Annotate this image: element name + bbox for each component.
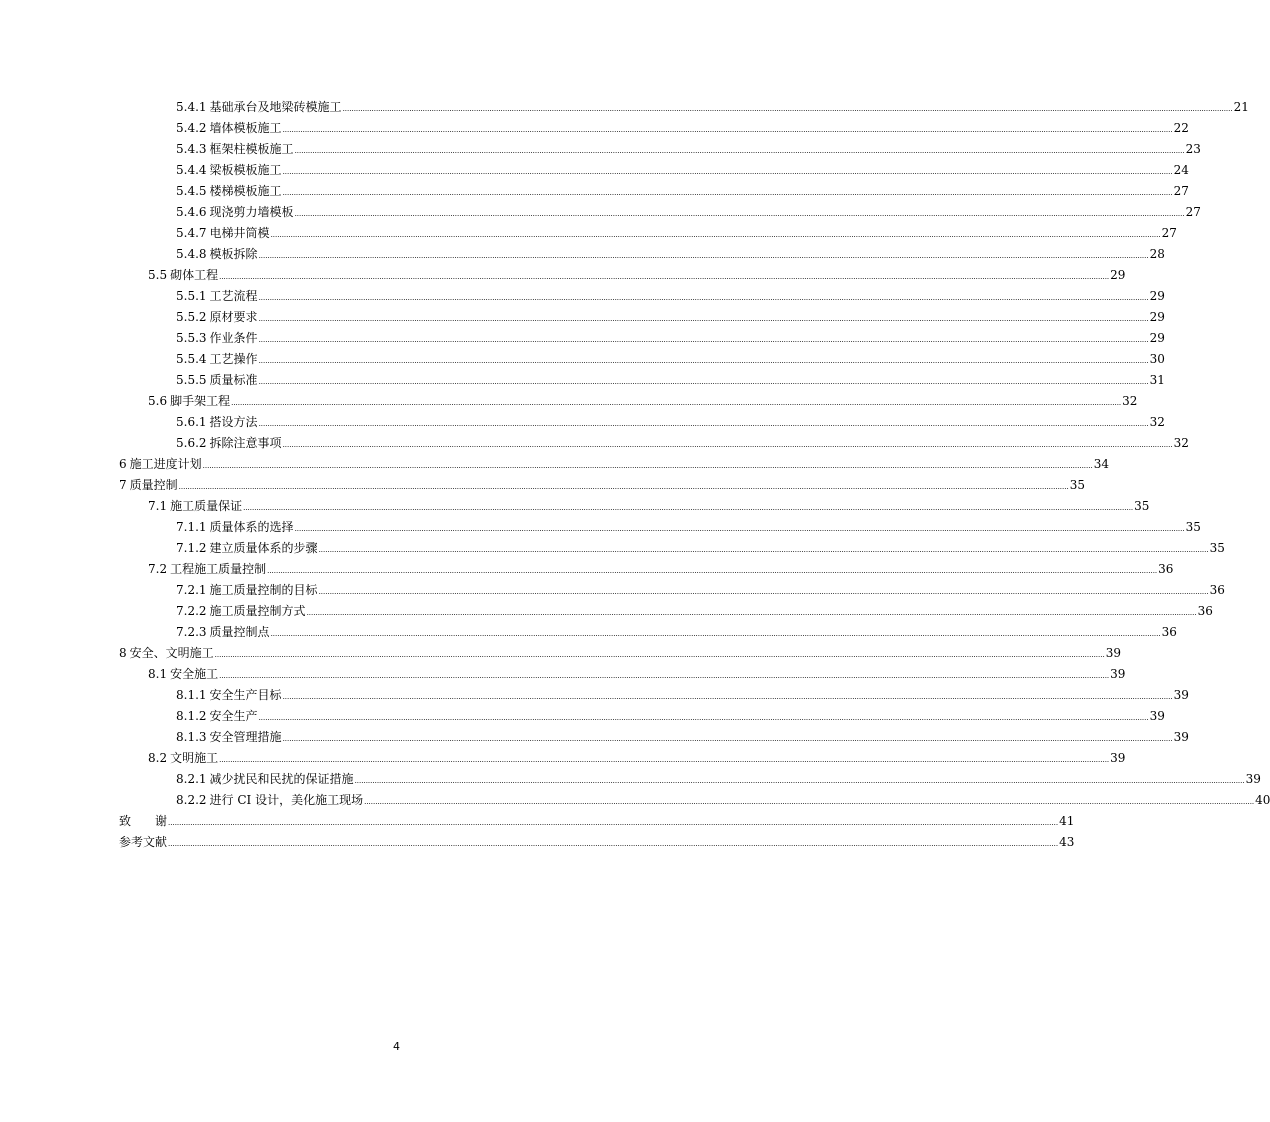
toc-entry-number: 5.4.3 (176, 142, 207, 156)
toc-entry[interactable] (119, 328, 1165, 349)
toc-entry[interactable] (119, 727, 1189, 748)
toc-entry[interactable] (119, 769, 1261, 790)
toc-dot-leader: ................................................................................................................................................................................................................................................................................................................................................................................................................ (306, 609, 1197, 617)
toc-entry-number: 5.5.3 (176, 331, 207, 345)
toc-entry-number: 5.5.4 (176, 352, 207, 366)
toc-entry-number: 5.4.7 (176, 226, 207, 240)
toc-dot-leader: ................................................................................................................................................................................................................................................................................................................................................................................................................ (168, 819, 1059, 827)
toc-entry-page: 43 (1059, 835, 1075, 849)
toc-entry-label: 模板拆除 (209, 247, 258, 261)
toc-entry[interactable] (119, 706, 1165, 727)
toc-entry-page: 23 (1185, 142, 1201, 156)
toc-entry-number: 5.6.2 (176, 436, 207, 450)
toc-entry[interactable] (119, 685, 1189, 706)
toc-entry[interactable] (119, 307, 1165, 328)
toc-entry-label: 框架柱模板施工 (209, 142, 294, 156)
page-number: 4 (393, 1040, 400, 1053)
toc-dot-leader: ................................................................................................................................................................................................................................................................................................................................................................................................................ (318, 546, 1209, 554)
toc-entry-label: 质量标准 (209, 373, 258, 387)
toc-entry[interactable] (119, 97, 1249, 118)
toc-entry-number: 7.2.2 (176, 604, 207, 618)
toc-entry-label: 质量控制点 (209, 625, 270, 639)
toc-entry[interactable] (119, 454, 1109, 475)
toc-entry[interactable] (119, 139, 1201, 160)
toc-entry[interactable] (119, 538, 1225, 559)
toc-entry-number: 5.5.5 (176, 373, 207, 387)
table-of-contents (119, 97, 1270, 853)
toc-entry-page: 29 (1149, 310, 1165, 324)
toc-dot-leader: ................................................................................................................................................................................................................................................................................................................................................................................................................ (270, 231, 1161, 239)
toc-dot-leader: ................................................................................................................................................................................................................................................................................................................................................................................................................ (168, 840, 1059, 848)
toc-entry-page: 32 (1173, 436, 1189, 450)
toc-entry-label: 建立质量体系的步骤 (209, 541, 318, 555)
toc-entry[interactable] (119, 349, 1165, 370)
toc-entry[interactable] (119, 790, 1270, 811)
toc-entry-page: 36 (1158, 562, 1174, 576)
toc-entry-label: 施工质量控制的目标 (209, 583, 318, 597)
toc-entry-page: 41 (1059, 814, 1075, 828)
toc-entry-page: 36 (1209, 583, 1225, 597)
toc-entry-label: 工艺操作 (209, 352, 258, 366)
toc-entry-label: 参考文献 (119, 835, 168, 849)
toc-entry[interactable] (119, 181, 1189, 202)
toc-dot-leader: ................................................................................................................................................................................................................................................................................................................................................................................................................ (267, 567, 1158, 575)
toc-dot-leader: ................................................................................................................................................................................................................................................................................................................................................................................................................ (294, 147, 1185, 155)
toc-entry-page: 29 (1149, 289, 1165, 303)
toc-entry[interactable] (119, 202, 1201, 223)
toc-dot-leader: ................................................................................................................................................................................................................................................................................................................................................................................................................ (364, 798, 1255, 806)
toc-entry-page: 27 (1185, 205, 1201, 219)
toc-entry-label: 原材要求 (209, 310, 258, 324)
toc-entry-page: 35 (1209, 541, 1225, 555)
toc-entry-page: 36 (1161, 625, 1177, 639)
toc-entry-label: 安全管理措施 (209, 730, 282, 744)
toc-entry-label: 搭设方法 (209, 415, 258, 429)
toc-entry[interactable] (119, 559, 1174, 580)
toc-entry-number: 5.5 (148, 268, 168, 282)
toc-dot-leader: ................................................................................................................................................................................................................................................................................................................................................................................................................ (258, 336, 1149, 344)
toc-entry-label: 拆除注意事项 (209, 436, 282, 450)
toc-dot-leader: ................................................................................................................................................................................................................................................................................................................................................................................................................ (202, 462, 1093, 470)
toc-entry[interactable] (119, 811, 1075, 832)
toc-entry[interactable] (119, 286, 1165, 307)
toc-entry-page: 27 (1161, 226, 1177, 240)
toc-entry-page: 40 (1255, 793, 1270, 807)
toc-dot-leader: ................................................................................................................................................................................................................................................................................................................................................................................................................ (282, 441, 1173, 449)
toc-entry[interactable] (119, 160, 1189, 181)
toc-entry-label: 作业条件 (209, 331, 258, 345)
toc-entry[interactable] (119, 517, 1201, 538)
toc-entry[interactable] (119, 433, 1189, 454)
toc-dot-leader: ................................................................................................................................................................................................................................................................................................................................................................................................................ (258, 714, 1149, 722)
toc-dot-leader: ................................................................................................................................................................................................................................................................................................................................................................................................................ (282, 168, 1173, 176)
toc-dot-leader: ................................................................................................................................................................................................................................................................................................................................................................................................................ (258, 294, 1149, 302)
toc-entry-number: 8 (119, 646, 127, 660)
toc-dot-leader: ................................................................................................................................................................................................................................................................................................................................................................................................................ (219, 273, 1110, 281)
toc-entry-number: 5.5.2 (176, 310, 207, 324)
toc-entry-label: 减少扰民和民扰的保证措施 (209, 772, 354, 786)
toc-entry-label: 致 谢 (119, 814, 168, 828)
toc-entry-number: 5.6 (148, 394, 168, 408)
toc-entry-page: 24 (1173, 163, 1189, 177)
toc-entry[interactable] (119, 475, 1085, 496)
toc-entry-label: 工程施工质量控制 (170, 562, 267, 576)
toc-entry-number: 7.1 (148, 499, 168, 513)
toc-entry-label: 楼梯模板施工 (209, 184, 282, 198)
toc-entry[interactable] (119, 391, 1138, 412)
toc-entry[interactable] (119, 496, 1150, 517)
toc-entry-number: 7.2.1 (176, 583, 207, 597)
toc-entry-number: 5.4.4 (176, 163, 207, 177)
toc-dot-leader: ................................................................................................................................................................................................................................................................................................................................................................................................................ (270, 630, 1161, 638)
toc-entry-label: 安全生产目标 (209, 688, 282, 702)
toc-entry-label: 电梯井筒模 (209, 226, 270, 240)
toc-entry-page: 39 (1110, 751, 1126, 765)
toc-entry-label: 脚手架工程 (170, 394, 231, 408)
toc-entry[interactable] (119, 244, 1165, 265)
toc-dot-leader: ................................................................................................................................................................................................................................................................................................................................................................................................................ (282, 189, 1173, 197)
toc-entry-page: 32 (1122, 394, 1138, 408)
toc-entry-label: 质量体系的选择 (209, 520, 294, 534)
toc-dot-leader: ................................................................................................................................................................................................................................................................................................................................................................................................................ (231, 399, 1122, 407)
toc-entry-page: 35 (1185, 520, 1201, 534)
toc-dot-leader: ................................................................................................................................................................................................................................................................................................................................................................................................................ (178, 483, 1069, 491)
toc-dot-leader: ................................................................................................................................................................................................................................................................................................................................................................................................................ (258, 420, 1149, 428)
toc-entry-page: 39 (1173, 730, 1189, 744)
toc-entry[interactable] (119, 832, 1075, 853)
toc-entry-label: 砌体工程 (170, 268, 219, 282)
toc-entry-label: 施工质量保证 (170, 499, 243, 513)
toc-entry-label: 质量控制 (129, 478, 178, 492)
toc-entry-number: 7.2.3 (176, 625, 207, 639)
toc-entry-number: 6 (119, 457, 127, 471)
toc-entry-label: 施工质量控制方式 (209, 604, 306, 618)
toc-entry-number: 7.1.2 (176, 541, 207, 555)
toc-entry-number: 7.1.1 (176, 520, 207, 534)
toc-entry-number: 8.2 (148, 751, 168, 765)
toc-entry-page: 22 (1173, 121, 1189, 135)
toc-entry-page: 32 (1149, 415, 1165, 429)
toc-entry-number: 8.1.3 (176, 730, 207, 744)
toc-entry-page: 29 (1110, 268, 1126, 282)
toc-entry-number: 5.5.1 (176, 289, 207, 303)
toc-entry[interactable] (119, 622, 1177, 643)
toc-dot-leader: ................................................................................................................................................................................................................................................................................................................................................................................................................ (294, 525, 1185, 533)
toc-dot-leader: ................................................................................................................................................................................................................................................................................................................................................................................................................ (258, 357, 1149, 365)
toc-entry[interactable] (119, 412, 1165, 433)
toc-entry[interactable] (119, 601, 1213, 622)
toc-dot-leader: ................................................................................................................................................................................................................................................................................................................................................................................................................ (354, 777, 1245, 785)
toc-entry-number: 7.2 (148, 562, 168, 576)
toc-entry-number: 7 (119, 478, 127, 492)
toc-entry-number: 5.4.8 (176, 247, 207, 261)
toc-entry-number: 5.4.5 (176, 184, 207, 198)
toc-entry-page: 30 (1149, 352, 1165, 366)
toc-entry-number: 8.2.1 (176, 772, 207, 786)
toc-entry-page: 28 (1149, 247, 1165, 261)
toc-entry-number: 8.2.2 (176, 793, 207, 807)
toc-entry-label: 现浇剪力墙模板 (209, 205, 294, 219)
toc-entry-label: 梁板模板施工 (209, 163, 282, 177)
toc-entry-label: 基础承台及地梁砖模施工 (209, 100, 342, 114)
toc-entry-page: 39 (1149, 709, 1165, 723)
toc-dot-leader: ................................................................................................................................................................................................................................................................................................................................................................................................................ (258, 378, 1149, 386)
toc-entry-page: 29 (1149, 331, 1165, 345)
toc-entry-number: 8.1 (148, 667, 168, 681)
toc-entry-page: 36 (1197, 604, 1213, 618)
toc-dot-leader: ................................................................................................................................................................................................................................................................................................................................................................................................................ (282, 735, 1173, 743)
toc-entry[interactable] (119, 643, 1121, 664)
toc-entry[interactable] (119, 664, 1126, 685)
toc-entry[interactable] (119, 370, 1165, 391)
toc-entry-label: 墙体模板施工 (209, 121, 282, 135)
toc-entry-label: 进行 CI 设计，美化施工现场 (209, 793, 364, 807)
toc-entry-number: 5.4.1 (176, 100, 207, 114)
toc-entry-page: 39 (1245, 772, 1261, 786)
toc-entry-number: 5.4.6 (176, 205, 207, 219)
toc-entry-label: 安全施工 (170, 667, 219, 681)
toc-dot-leader: ................................................................................................................................................................................................................................................................................................................................................................................................................ (342, 105, 1233, 113)
toc-dot-leader: ................................................................................................................................................................................................................................................................................................................................................................................................................ (214, 651, 1105, 659)
toc-entry[interactable] (119, 580, 1225, 601)
toc-dot-leader: ................................................................................................................................................................................................................................................................................................................................................................................................................ (258, 252, 1149, 260)
toc-entry-number: 5.6.1 (176, 415, 207, 429)
toc-dot-leader: ................................................................................................................................................................................................................................................................................................................................................................................................................ (219, 672, 1110, 680)
toc-entry-page: 31 (1149, 373, 1165, 387)
toc-entry[interactable] (119, 265, 1126, 286)
toc-entry-label: 文明施工 (170, 751, 219, 765)
toc-entry-number: 5.4.2 (176, 121, 207, 135)
toc-entry-page: 39 (1110, 667, 1126, 681)
toc-entry-page: 39 (1105, 646, 1121, 660)
toc-entry-number: 8.1.1 (176, 688, 207, 702)
toc-entry-page: 27 (1173, 184, 1189, 198)
toc-entry-label: 安全生产 (209, 709, 258, 723)
toc-entry[interactable] (119, 748, 1126, 769)
toc-entry-label: 安全、文明施工 (129, 646, 214, 660)
toc-entry-page: 35 (1069, 478, 1085, 492)
toc-entry-page: 34 (1093, 457, 1109, 471)
toc-dot-leader: ................................................................................................................................................................................................................................................................................................................................................................................................................ (282, 126, 1173, 134)
toc-dot-leader: ................................................................................................................................................................................................................................................................................................................................................................................................................ (243, 504, 1134, 512)
toc-dot-leader: ................................................................................................................................................................................................................................................................................................................................................................................................................ (294, 210, 1185, 218)
toc-entry-label: 施工进度计划 (129, 457, 202, 471)
toc-entry-page: 39 (1173, 688, 1189, 702)
toc-dot-leader: ................................................................................................................................................................................................................................................................................................................................................................................................................ (318, 588, 1209, 596)
toc-dot-leader: ................................................................................................................................................................................................................................................................................................................................................................................................................ (282, 693, 1173, 701)
toc-dot-leader: ................................................................................................................................................................................................................................................................................................................................................................................................................ (258, 315, 1149, 323)
toc-entry[interactable] (119, 118, 1189, 139)
toc-entry-page: 21 (1233, 100, 1249, 114)
toc-dot-leader: ................................................................................................................................................................................................................................................................................................................................................................................................................ (219, 756, 1110, 764)
toc-entry-label: 工艺流程 (209, 289, 258, 303)
toc-entry-page: 35 (1134, 499, 1150, 513)
toc-entry-number: 8.1.2 (176, 709, 207, 723)
toc-entry[interactable] (119, 223, 1177, 244)
